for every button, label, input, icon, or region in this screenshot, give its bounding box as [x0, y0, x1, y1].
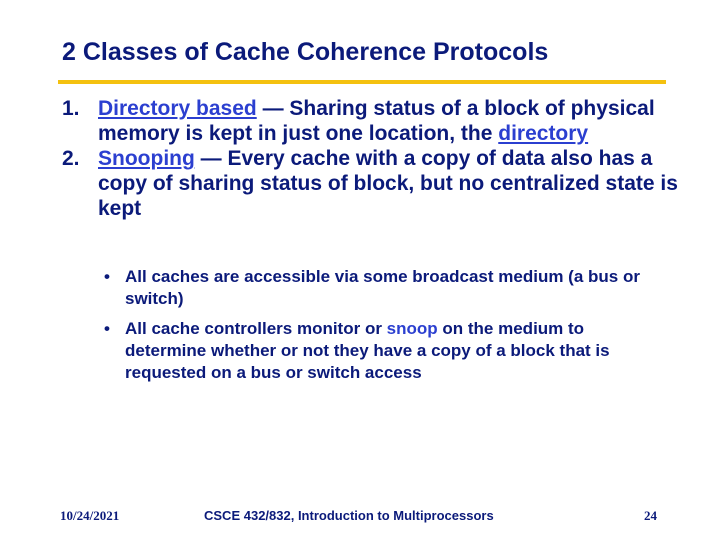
subpoint-broadcast-medium — [100, 266, 660, 310]
bullet-dot: • — [104, 319, 110, 338]
subpoint-snoop-medium — [100, 318, 660, 384]
bullet-dot: • — [104, 267, 110, 286]
point-directory-based — [62, 96, 702, 146]
point-text: — Every cache with a copy of data also has a copy of sharing status of block, but no centralized state is kept — [98, 147, 678, 220]
page-number: 24 — [644, 508, 657, 523]
footer-date: 10/24/2021 — [60, 508, 120, 523]
point-text: — Sharing status of a block of physical memory is kept in just one location, the — [98, 97, 655, 145]
term-directory-based: Directory based — [98, 97, 257, 120]
term-directory: directory — [498, 122, 589, 145]
point-snooping — [62, 146, 702, 221]
main-points — [62, 96, 702, 221]
point-number: 1. — [62, 97, 80, 120]
title-underline — [58, 80, 666, 84]
slide-title: 2 Classes of Cache Coherence Protocols — [62, 38, 549, 66]
sub-points — [100, 266, 660, 392]
subpoint-text-continued: on the medium to determine whether or not they have a copy of a block that is requested on a bus or switch access — [125, 319, 610, 382]
term-snooping: Snooping — [98, 147, 195, 170]
subpoint-text: All cache controllers monitor or — [125, 319, 387, 338]
footer-course: CSCE 432/832, Introduction to Multiprocessors — [204, 508, 494, 523]
term-snoop: snoop — [386, 319, 438, 338]
subpoint-text: All caches are accessible via some broadcast medium (a bus or switch) — [125, 267, 640, 308]
point-number: 2. — [62, 147, 80, 170]
